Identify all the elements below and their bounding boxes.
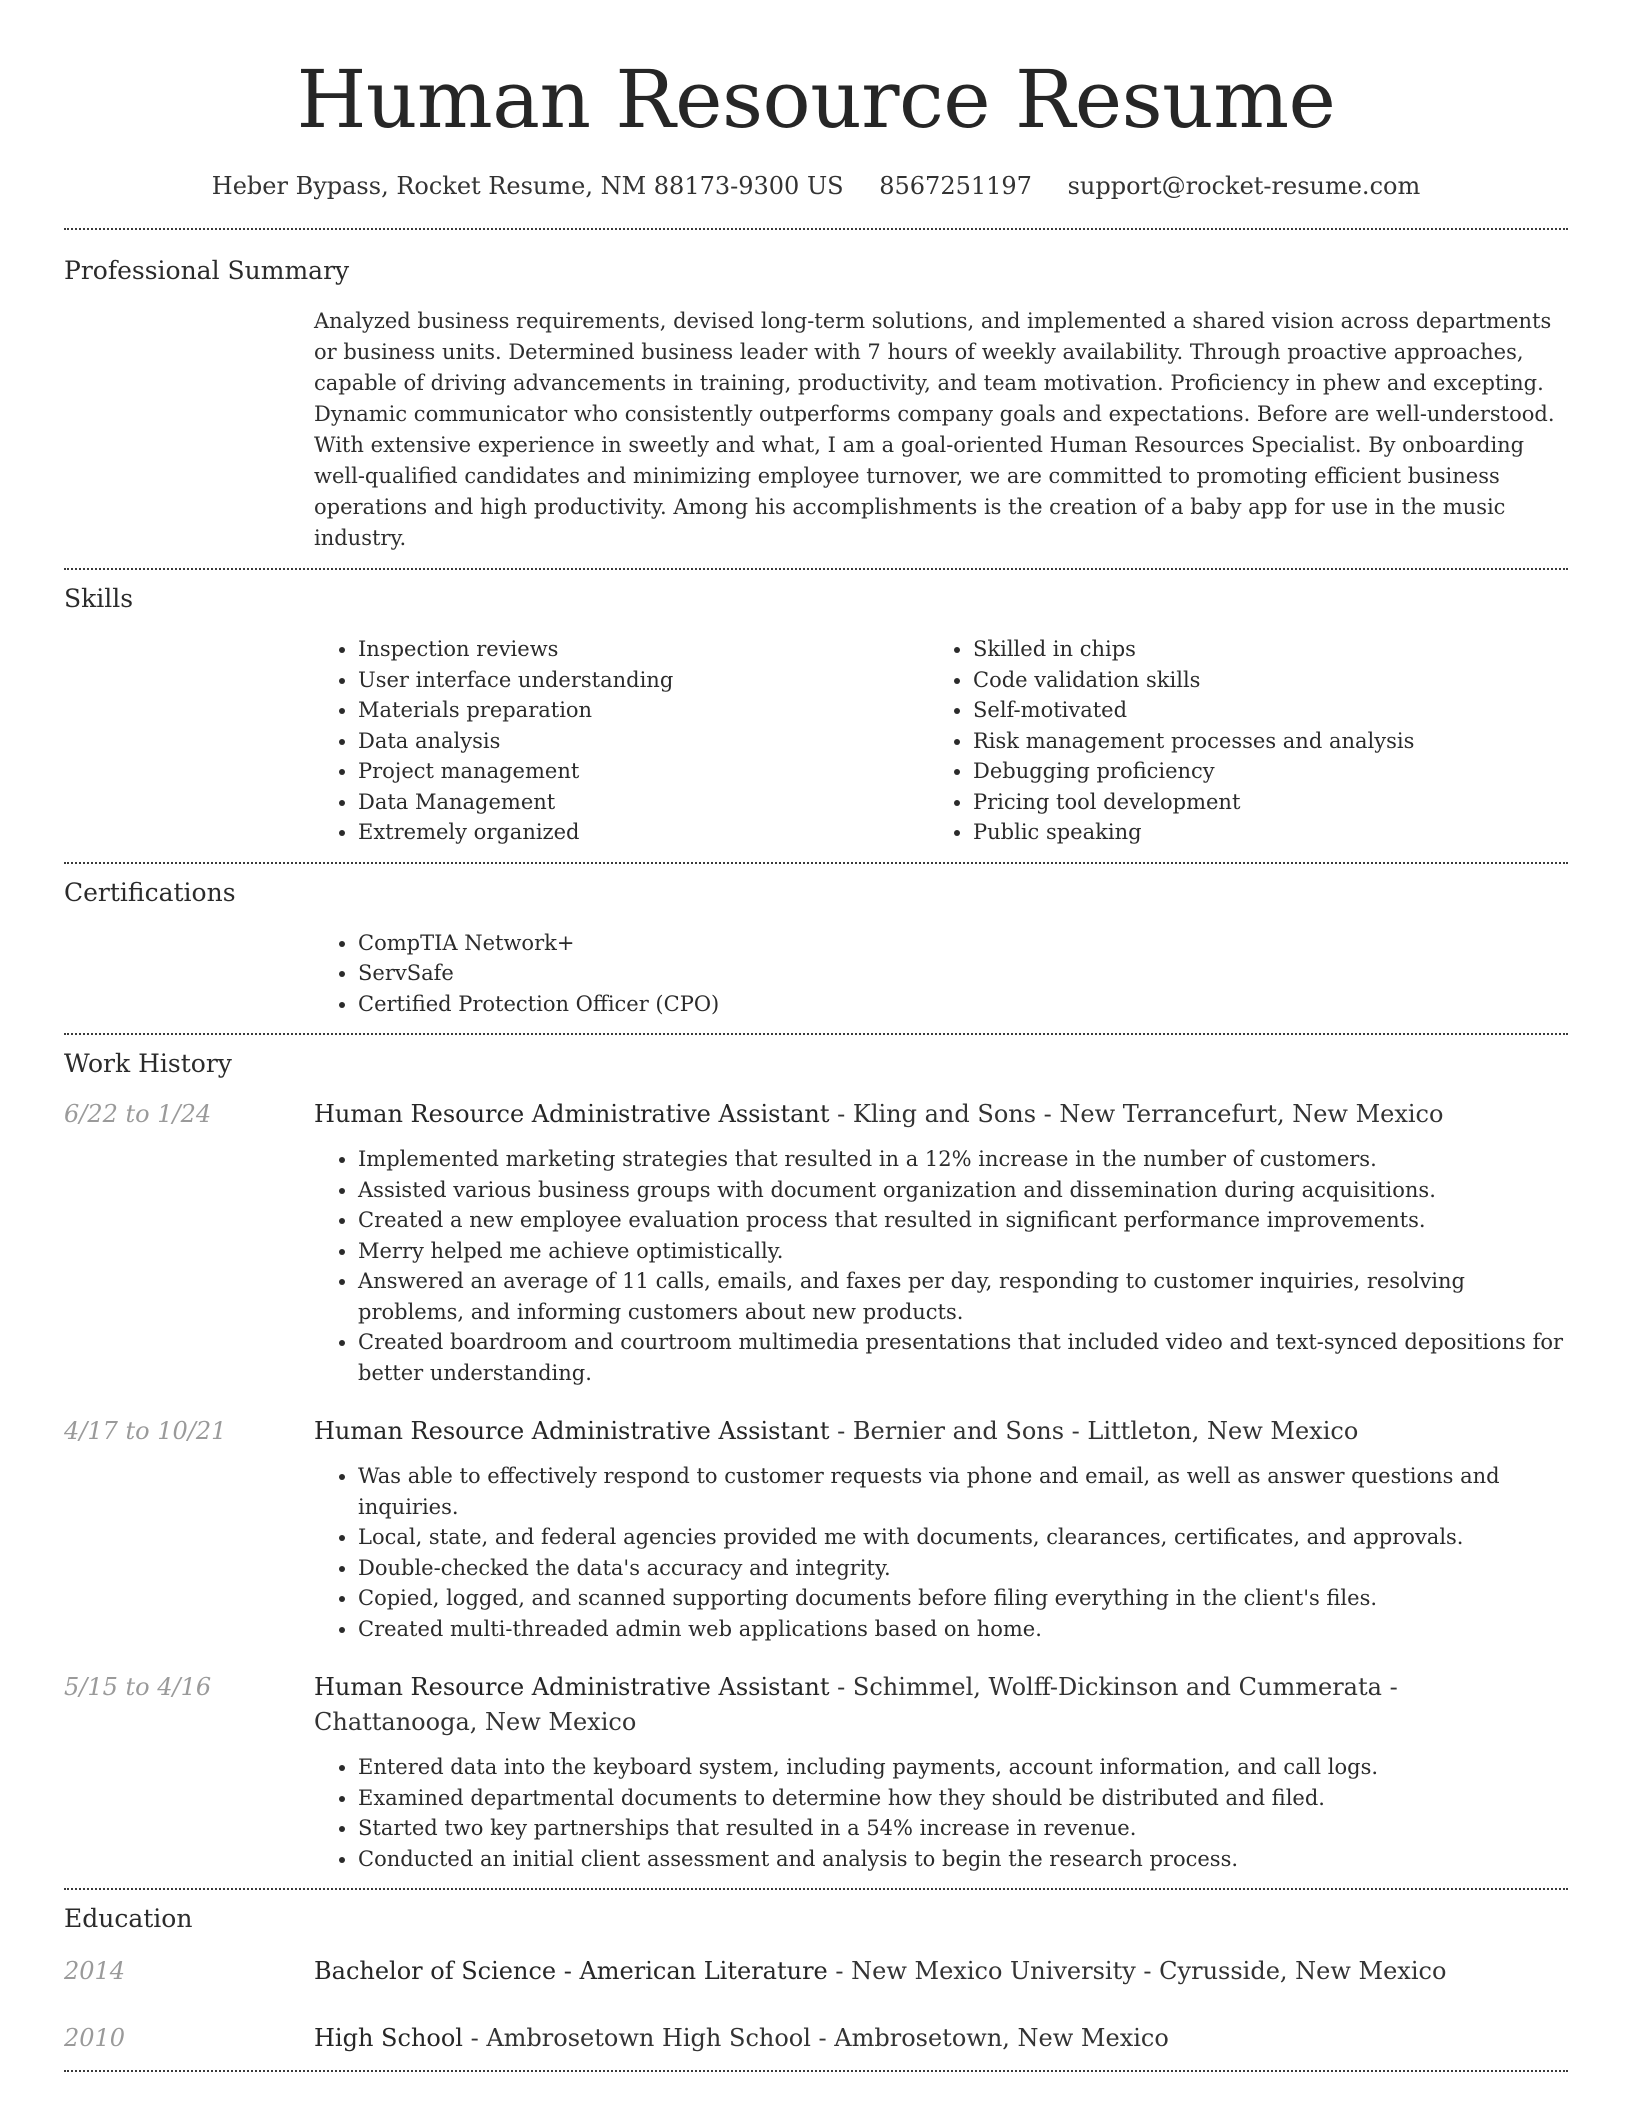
divider [64,2070,1568,2072]
list-item: • Skilled in chips [973,634,1544,665]
list-item: • Answered an average of 11 calls, emails, and faxes per day, responding to customer inquiries, resolving problems, and informing customers about new products. [358,1266,1568,1327]
list-item: • Project management [358,756,929,787]
job-heading [314,1414,1568,1449]
work-history-section [64,1035,1568,1874]
list-item: • Pricing tool development [973,787,1544,818]
list-item: • ServSafe [358,958,1568,989]
certifications-list [314,928,1568,1020]
list-item: • Public speaking [973,817,1544,848]
list-item: • User interface understanding [358,665,929,696]
education-heading [314,1954,1568,1989]
list-item: • Double-checked the data's accuracy and integrity. [358,1553,1568,1584]
job-dates: 5/15 to 4/16 [64,1673,212,1701]
list-item: • Conducted an initial client assessment and analysis to begin the research process. [358,1844,1568,1875]
job-role: Human Resource Administrative Assistant [314,1417,830,1445]
address: Heber Bypass, Rocket Resume, NM 88173-9300 US [211,172,844,200]
list-item: • Debugging proficiency [973,756,1544,787]
list-item: • Implemented marketing strategies that resulted in a 12% increase in the number of customers. [358,1144,1568,1175]
education-year: 2014 [64,1957,126,1985]
education-school: - Ambrosetown High School - Ambrosetown, New Mexico [462,2024,1169,2052]
job-dates: 4/17 to 10/21 [64,1417,227,1445]
list-item: • Inspection reviews [358,634,929,665]
skills-section [64,570,1568,848]
education-degree: High School [314,2024,463,2052]
job-role: Human Resource Administrative Assistant [314,1673,830,1701]
skills-list-right [929,634,1544,848]
job-employer: - Schimmel, Wolff-Dickinson and Cummerata - Chattanooga, New Mexico [314,1673,1398,1736]
education-entry [64,2021,1568,2056]
list-item: • Code validation skills [973,665,1544,696]
job-role: Human Resource Administrative Assistant [314,1100,830,1128]
list-item: • Local, state, and federal agencies provided me with documents, clearances, certificates, and approvals. [358,1522,1568,1553]
job-heading [314,1670,1568,1740]
list-item: • Created multi-threaded admin web applications based on home. [358,1614,1568,1645]
list-item: • Risk management processes and analysis [973,726,1544,757]
resume-title: Human Resource Resume [296,53,1336,146]
job-dates: 6/22 to 1/24 [64,1100,212,1128]
education-heading [314,2021,1568,2056]
job-heading [314,1097,1568,1132]
summary-section [64,230,1568,554]
list-item: • Data Management [358,787,929,818]
education-year: 2010 [64,2024,126,2052]
job-entry [64,1670,1568,1874]
education-section [64,1890,1568,2056]
job-employer: - Bernier and Sons - Littleton, New Mexico [829,1417,1359,1445]
education-entry [64,1954,1568,1989]
list-item: • Merry helped me achieve optimistically. [358,1236,1568,1267]
list-item: • Entered data into the keyboard system, including payments, account information, and call logs. [358,1752,1568,1783]
job-bullets [314,1461,1568,1644]
contact-line [64,170,1568,202]
list-item: • Created boardroom and courtroom multimedia presentations that included video and text-synced depositions for better understanding. [358,1327,1568,1388]
education-degree: Bachelor of Science - American Literature [314,1957,828,1985]
list-item: • Was able to effectively respond to customer requests via phone and email, as well as answer questions and inquiries. [358,1461,1568,1522]
list-item: • Certified Protection Officer (CPO) [358,989,1568,1020]
section-title-skills: Skills [64,584,134,613]
summary-text: Analyzed business requirements, devised long-term solutions, and implemented a shared vision across departments or business units. Determined business leader with 7 hours of weekly availability. Through proactive approaches, capable of driving advancements in training, productivity, and team motivation. Proficiency in phew and excepting. Dynamic communicator who consistently outperforms company goals and expectations. Before are well-understood. With extensive experience in sweetly and what, I am a goal-oriented Human Resources Specialist. By onboarding well-qualified candidates and minimizing employee turnover, we are committed to promoting efficient business operations and high productivity. Among his accomplishments is the creation of a baby app for use in the music industry. [314,309,1555,550]
list-item: • Materials preparation [358,695,929,726]
section-title-summary: Professional Summary [64,256,350,285]
job-bullets [314,1752,1568,1874]
list-item: • Examined departmental documents to determine how they should be distributed and filed. [358,1783,1568,1814]
email: support@rocket-resume.com [1067,172,1421,200]
education-school: - New Mexico University - Cyrusside, New Mexico [827,1957,1447,1985]
section-title-certifications: Certifications [64,877,236,907]
section-title-work-history: Work History [64,1049,232,1078]
list-item: • CompTIA Network+ [358,928,1568,959]
job-entry [64,1097,1568,1388]
job-employer: - Kling and Sons - New Terrancefurt, New Mexico [829,1100,1444,1128]
list-item: • Started two key partnerships that resulted in a 54% increase in revenue. [358,1813,1568,1844]
list-item: • Data analysis [358,726,929,757]
skills-list-left [314,634,929,848]
list-item: • Created a new employee evaluation process that resulted in significant performance improvements. [358,1205,1568,1236]
list-item: • Assisted various business groups with document organization and dissemination during acquisitions. [358,1175,1568,1206]
list-item: • Copied, logged, and scanned supporting documents before filing everything in the client's files. [358,1583,1568,1614]
phone: 8567251197 [879,172,1032,200]
list-item: • Extremely organized [358,817,929,848]
job-bullets [314,1144,1568,1388]
job-entry [64,1414,1568,1644]
resume-page [64,0,1568,2072]
section-title-education: Education [64,1904,193,1933]
list-item: • Self-motivated [973,695,1544,726]
certifications-section [64,864,1568,1020]
